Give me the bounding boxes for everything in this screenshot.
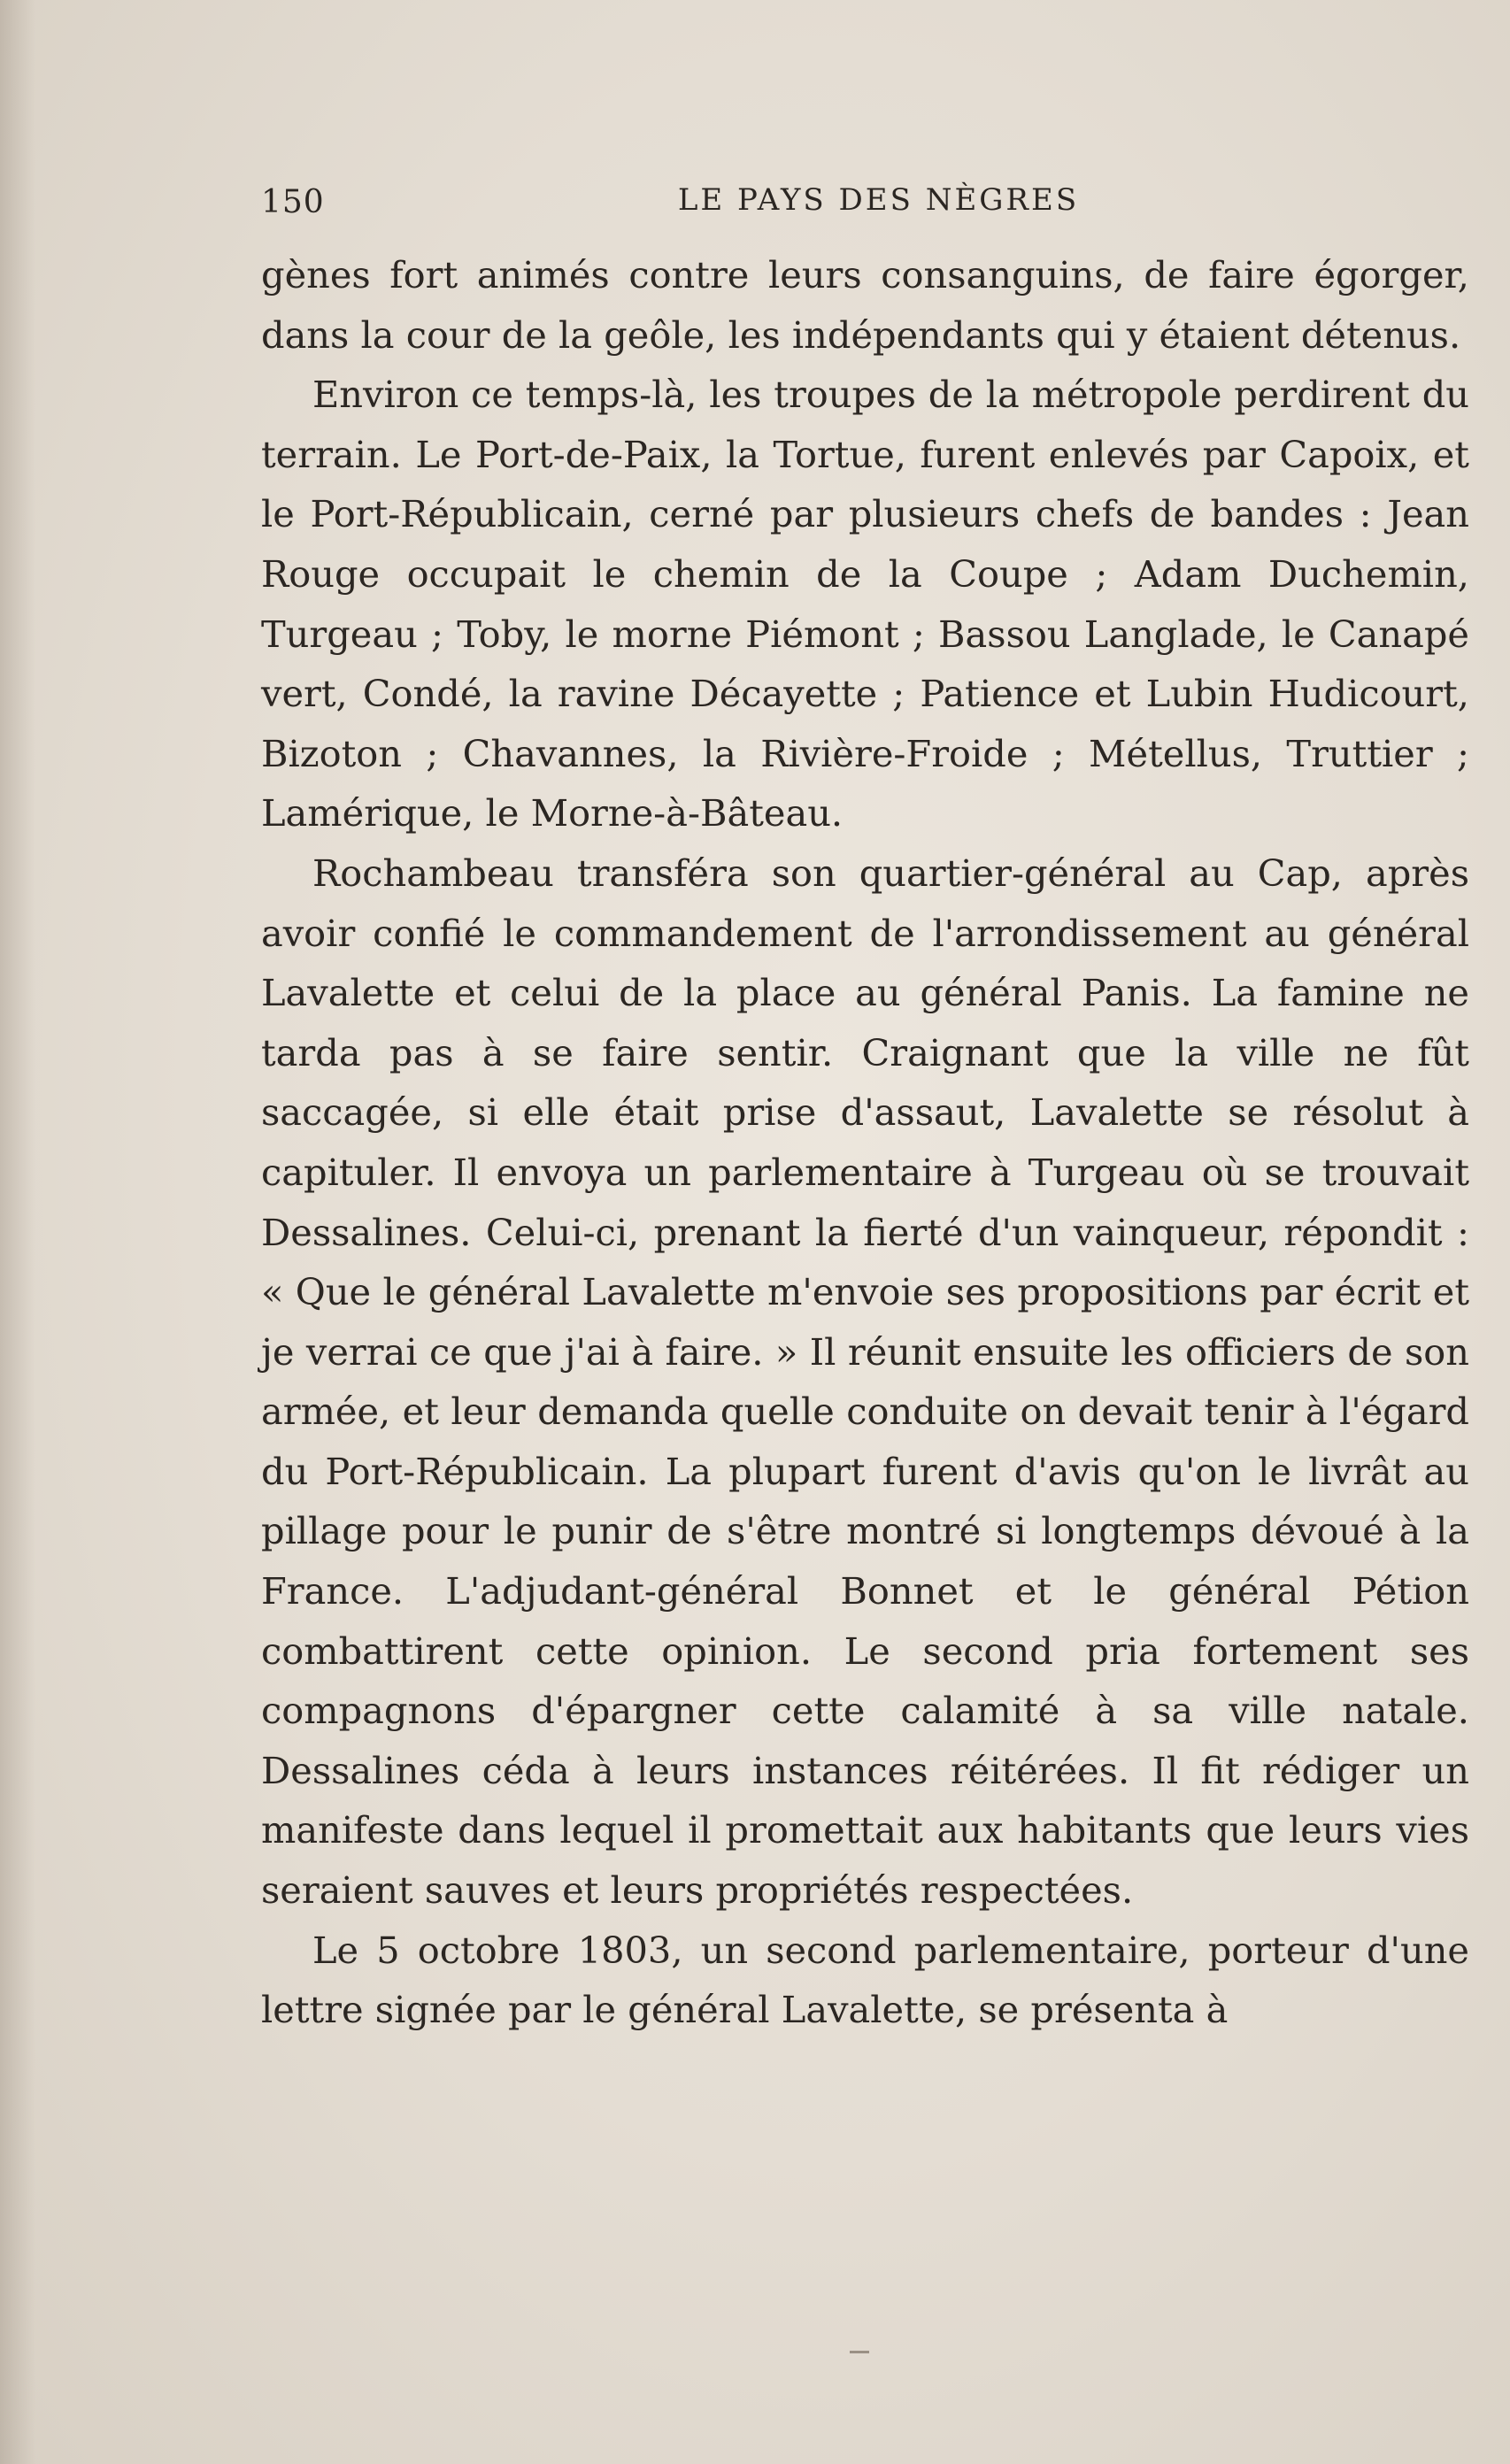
body-text (261, 245, 1469, 2040)
paragraph: Rochambeau transféra son quartier-général au Cap, après avoir confié le commandement de l'arrondissement au général Lavalette et celui de la place au général Panis. La famine ne tarda pas à se faire sentir. Craignant que la ville ne fût saccagée, si elle était prise d'assaut, Lavalette se résolut à capituler. Il envoya un parlementaire à Turgeau où se trouvait Dessalines. Celui-ci, prenant la fierté d'un vainqueur, répondit : « Que le général Lavalette m'envoie ses propositions par écrit et je verrai ce que j'ai à faire. » Il réunit ensuite les officiers de son armée, et leur demanda quelle conduite on devait tenir à l'égard du Port-Républicain. La plupart furent d'avis qu'on le livrât au pillage pour le punir de s'être montré si longtemps dévoué à la France. L'adjudant-général Bonnet et le général Pétion combattirent cette opinion. Le second pria fortement ses compagnons d'épargner cette calamité à sa ville natale. Dessalines céda à leurs instances réitérées. Il fit rédiger un manifeste dans lequel il promettait aux habitants que leurs vies seraient sauves et leurs propriétés respectées. (261, 851, 1469, 1913)
page-header (261, 177, 1469, 230)
running-title: LE PAYS DES NÈGRES (677, 182, 1080, 218)
paragraph-continued: gènes fort animés contre leurs consanguins, de faire égorger, dans la cour de la geôle, les indépendants qui y étaient détenus. (261, 253, 1469, 357)
paragraph: Le 5 octobre 1803, un second parlementaire, porteur d'une lettre signée par le général Lavalette, se présenta à (261, 1928, 1469, 2032)
gutter-shadow (0, 0, 35, 2464)
page-mark (850, 2351, 869, 2353)
paragraph: Environ ce temps-là, les troupes de la métropole perdirent du terrain. Le Port-de-Paix, la Tortue, furent enlevés par Capoix, et le Port-Républicain, cerné par plusieurs chefs de bandes : Jean Rouge occupait le chemin de la Coupe ; Adam Duchemin, Turgeau ; Toby, le morne Piémont ; Bassou Langlade, le Canapé vert, Condé, la ravine Décayette ; Patience et Lubin Hudicourt, Bizoton ; Chavannes, la Rivière-Froide ; Métellus, Truttier ; Lamérique, le Morne-à-Bâteau. (261, 373, 1469, 835)
page-number: 150 (261, 184, 325, 220)
